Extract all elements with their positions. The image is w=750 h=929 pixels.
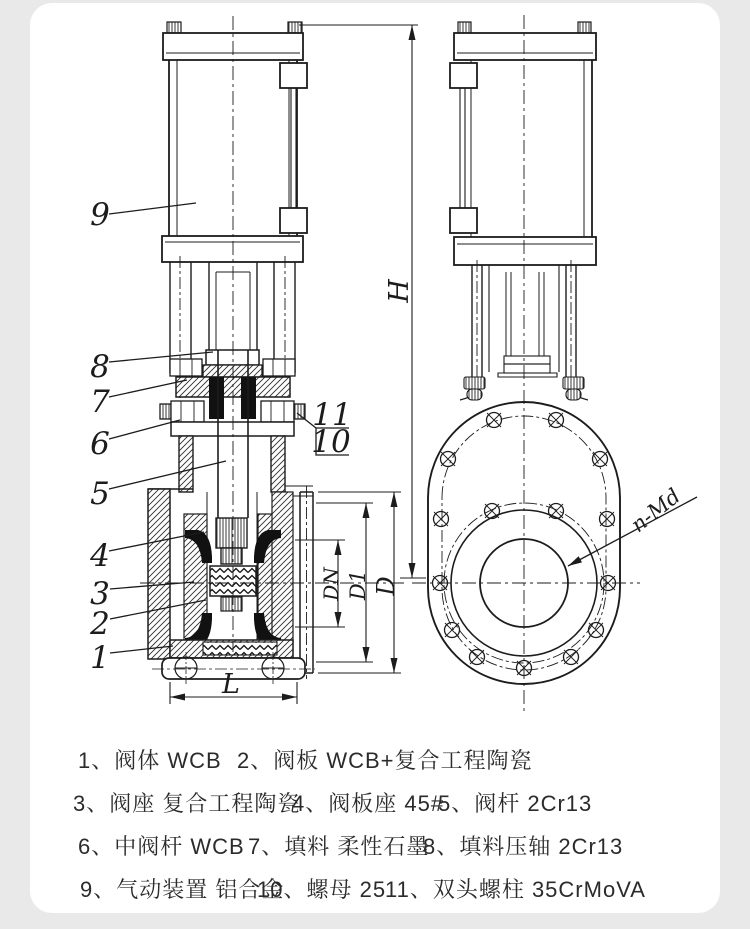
dim-label-H: H <box>384 279 415 303</box>
parts-item: 5、阀杆 2Cr13 <box>438 791 593 816</box>
right-side-view <box>412 15 640 712</box>
cylinder-body-side <box>471 60 592 237</box>
callout-2: 2 <box>90 606 110 642</box>
cylinder-tie-rod <box>280 63 307 233</box>
seat-bottom-strip <box>203 642 277 655</box>
parts-item: 6、中阀杆 WCB <box>78 834 245 859</box>
cylinder-top-studs <box>167 22 302 33</box>
dim-label-D1: D1 <box>346 569 370 601</box>
cylinder-cap-side <box>454 33 596 60</box>
bonnet-bolts <box>160 401 305 422</box>
bolt-spec-label: n-Md <box>626 483 685 538</box>
cylinder-bottom-plate <box>162 236 303 262</box>
parts-item: 10、螺母 25 <box>257 877 387 902</box>
dim-label-DN: DN <box>319 567 343 601</box>
cylinder-bottom-plate-side <box>454 237 596 265</box>
callout-5: 5 <box>90 476 110 512</box>
parts-item: 4、阀板座 45# <box>292 791 445 816</box>
bonnet-plate <box>171 422 294 436</box>
callout-3: 3 <box>90 576 110 612</box>
parts-item: 9、气动装置 铝合金 <box>80 877 285 902</box>
dim-label-L: L <box>222 669 240 700</box>
dim-label-D: D <box>372 576 400 596</box>
parts-item: 2、阀板 WCB+复合工程陶瓷 <box>237 748 533 773</box>
valve-neck <box>179 436 285 492</box>
parts-item: 11、双头螺柱 35CrMoVA <box>385 877 646 902</box>
parts-item: 1、阀体 WCB <box>78 748 222 773</box>
parts-item: 7、填料 柔性石墨 <box>248 834 430 859</box>
callout-11: 11 <box>312 397 352 433</box>
cylinder-tie-rod-side <box>450 63 477 233</box>
callout-1: 1 <box>90 640 110 676</box>
callout-6: 6 <box>90 426 110 462</box>
callout-10: 10 <box>311 424 351 460</box>
callout-8: 8 <box>90 349 110 385</box>
callout-9: 9 <box>90 197 110 233</box>
parts-item: 3、阀座 复合工程陶瓷 <box>73 791 301 816</box>
packing-gland <box>203 365 262 377</box>
packing-gland-nut <box>206 350 259 365</box>
callout-4: 4 <box>90 538 110 574</box>
parts-item: 8、填料压轴 2Cr13 <box>423 834 624 859</box>
stem-threaded-end <box>216 518 247 564</box>
gate-lower-stub <box>221 597 242 611</box>
cylinder-top-studs-side <box>458 22 591 33</box>
callout-7: 7 <box>90 384 110 420</box>
